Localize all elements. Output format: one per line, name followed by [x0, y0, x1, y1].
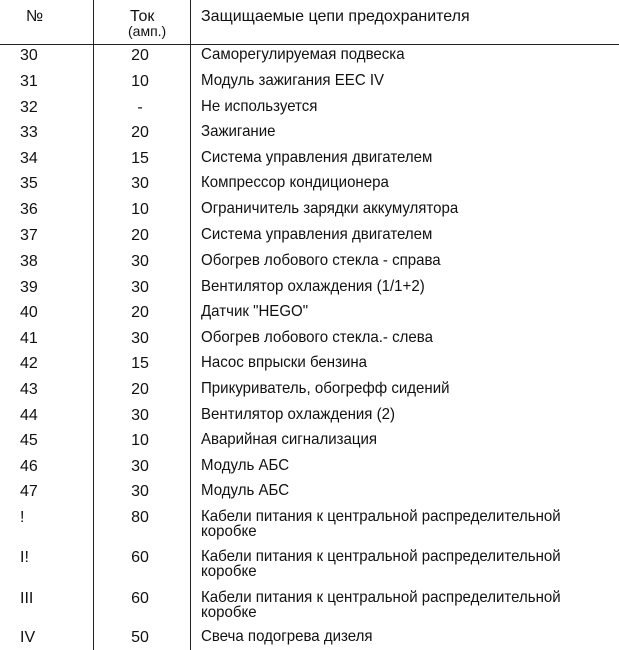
fuse-circuit: Кабели питания к центральной распределительной коробке — [201, 589, 561, 621]
header-current — [130, 9, 190, 38]
fuse-number: 45 — [20, 432, 38, 449]
fuse-circuit: Аварийная сигнализация — [201, 431, 378, 448]
fuse-number: 46 — [20, 458, 38, 475]
fuse-current: 30 — [131, 407, 149, 424]
fuse-number: 41 — [20, 330, 38, 347]
fuse-number: 30 — [20, 47, 38, 64]
fuse-number: 36 — [20, 201, 38, 218]
fuse-current: 30 — [131, 175, 149, 192]
fuse-number: 39 — [20, 279, 38, 296]
fuse-current: 10 — [131, 201, 149, 218]
column-divider — [190, 0, 191, 650]
fuse-circuit: Вентилятор охлаждения (1/1+2) — [201, 278, 425, 295]
fuse-circuit: Компрессор кондиционера — [201, 174, 389, 191]
fuse-circuit: Модуль АБС — [201, 482, 290, 499]
fuse-number: 42 — [20, 355, 38, 372]
fuse-current: 10 — [131, 432, 149, 449]
fuse-current: 50 — [131, 629, 149, 646]
fuse-current: 10 — [131, 73, 149, 90]
fuse-current: 20 — [131, 381, 149, 398]
header-divider — [0, 44, 619, 45]
fuse-current: 30 — [131, 253, 149, 270]
fuse-circuit: Ограничитель зарядки аккумулятора — [201, 200, 459, 217]
fuse-circuit: Система управления двигателем — [201, 226, 433, 243]
fuse-current: 20 — [131, 47, 149, 64]
fuse-number: 34 — [20, 150, 38, 167]
fuse-current: 20 — [131, 304, 149, 321]
fuse-circuit: Обогрев лобового стекла - справа — [201, 252, 441, 269]
fuse-circuit: Модуль зажигания ЕЕС IV — [201, 72, 385, 89]
fuse-number: 40 — [20, 304, 38, 321]
fuse-current: 15 — [131, 150, 149, 167]
fuse-circuit: Свеча подогрева дизеля — [201, 628, 373, 645]
fuse-circuit: Кабели питания к центральной распределительной коробке — [201, 548, 561, 580]
fuse-number: 47 — [20, 483, 38, 500]
header-current-label: Ток — [130, 8, 155, 25]
fuse-current: 30 — [131, 279, 149, 296]
fuse-circuit: Датчик "HEGO" — [201, 303, 309, 320]
column-divider — [93, 0, 94, 650]
fuse-circuit: Не используется — [201, 98, 318, 115]
fuse-circuit: Насос впрыски бензина — [201, 354, 368, 371]
fuse-current: 30 — [131, 458, 149, 475]
fuse-circuit: Саморегулируемая подвеска — [201, 46, 405, 63]
fuse-current: 60 — [131, 549, 149, 566]
fuse-current: 80 — [131, 509, 149, 526]
fuse-number: 35 — [20, 175, 38, 192]
fuse-current: 30 — [131, 330, 149, 347]
fuse-circuit: Кабели питания к центральной распределительной коробке — [201, 508, 561, 540]
fuse-circuit: Модуль АБС — [201, 457, 290, 474]
fuse-circuit: Вентилятор охлаждения (2) — [201, 406, 396, 423]
fuse-current: 60 — [131, 590, 149, 607]
fuse-circuit: Система управления двигателем — [201, 149, 433, 166]
fuse-circuit: Прикуриватель, обогрефф сидений — [201, 380, 450, 397]
fuse-number: I! — [20, 549, 29, 566]
fuse-number: III — [20, 590, 34, 607]
header-number: № — [26, 8, 44, 25]
fuse-circuit: Зажигание — [201, 123, 276, 140]
fuse-number: 44 — [20, 407, 38, 424]
fuse-current: 15 — [131, 355, 149, 372]
fuse-number: 33 — [20, 124, 38, 141]
fuse-number: 43 — [20, 381, 38, 398]
fuse-current: 20 — [131, 124, 149, 141]
fuse-number: IV — [20, 629, 36, 646]
header-current-unit: (амп.) — [128, 23, 167, 39]
fuse-current: 20 — [131, 227, 149, 244]
fuse-number: 31 — [20, 73, 38, 90]
fuse-circuit: Обогрев лобового стекла.- слева — [201, 329, 433, 346]
fuse-number: 32 — [20, 99, 38, 116]
header-description: Защищаемые цепи предохранителя — [201, 8, 470, 25]
fuse-current: 30 — [131, 483, 149, 500]
fuse-number: ! — [20, 509, 25, 526]
fuse-current: - — [137, 99, 143, 116]
fuse-number: 38 — [20, 253, 38, 270]
fuse-number: 37 — [20, 227, 38, 244]
